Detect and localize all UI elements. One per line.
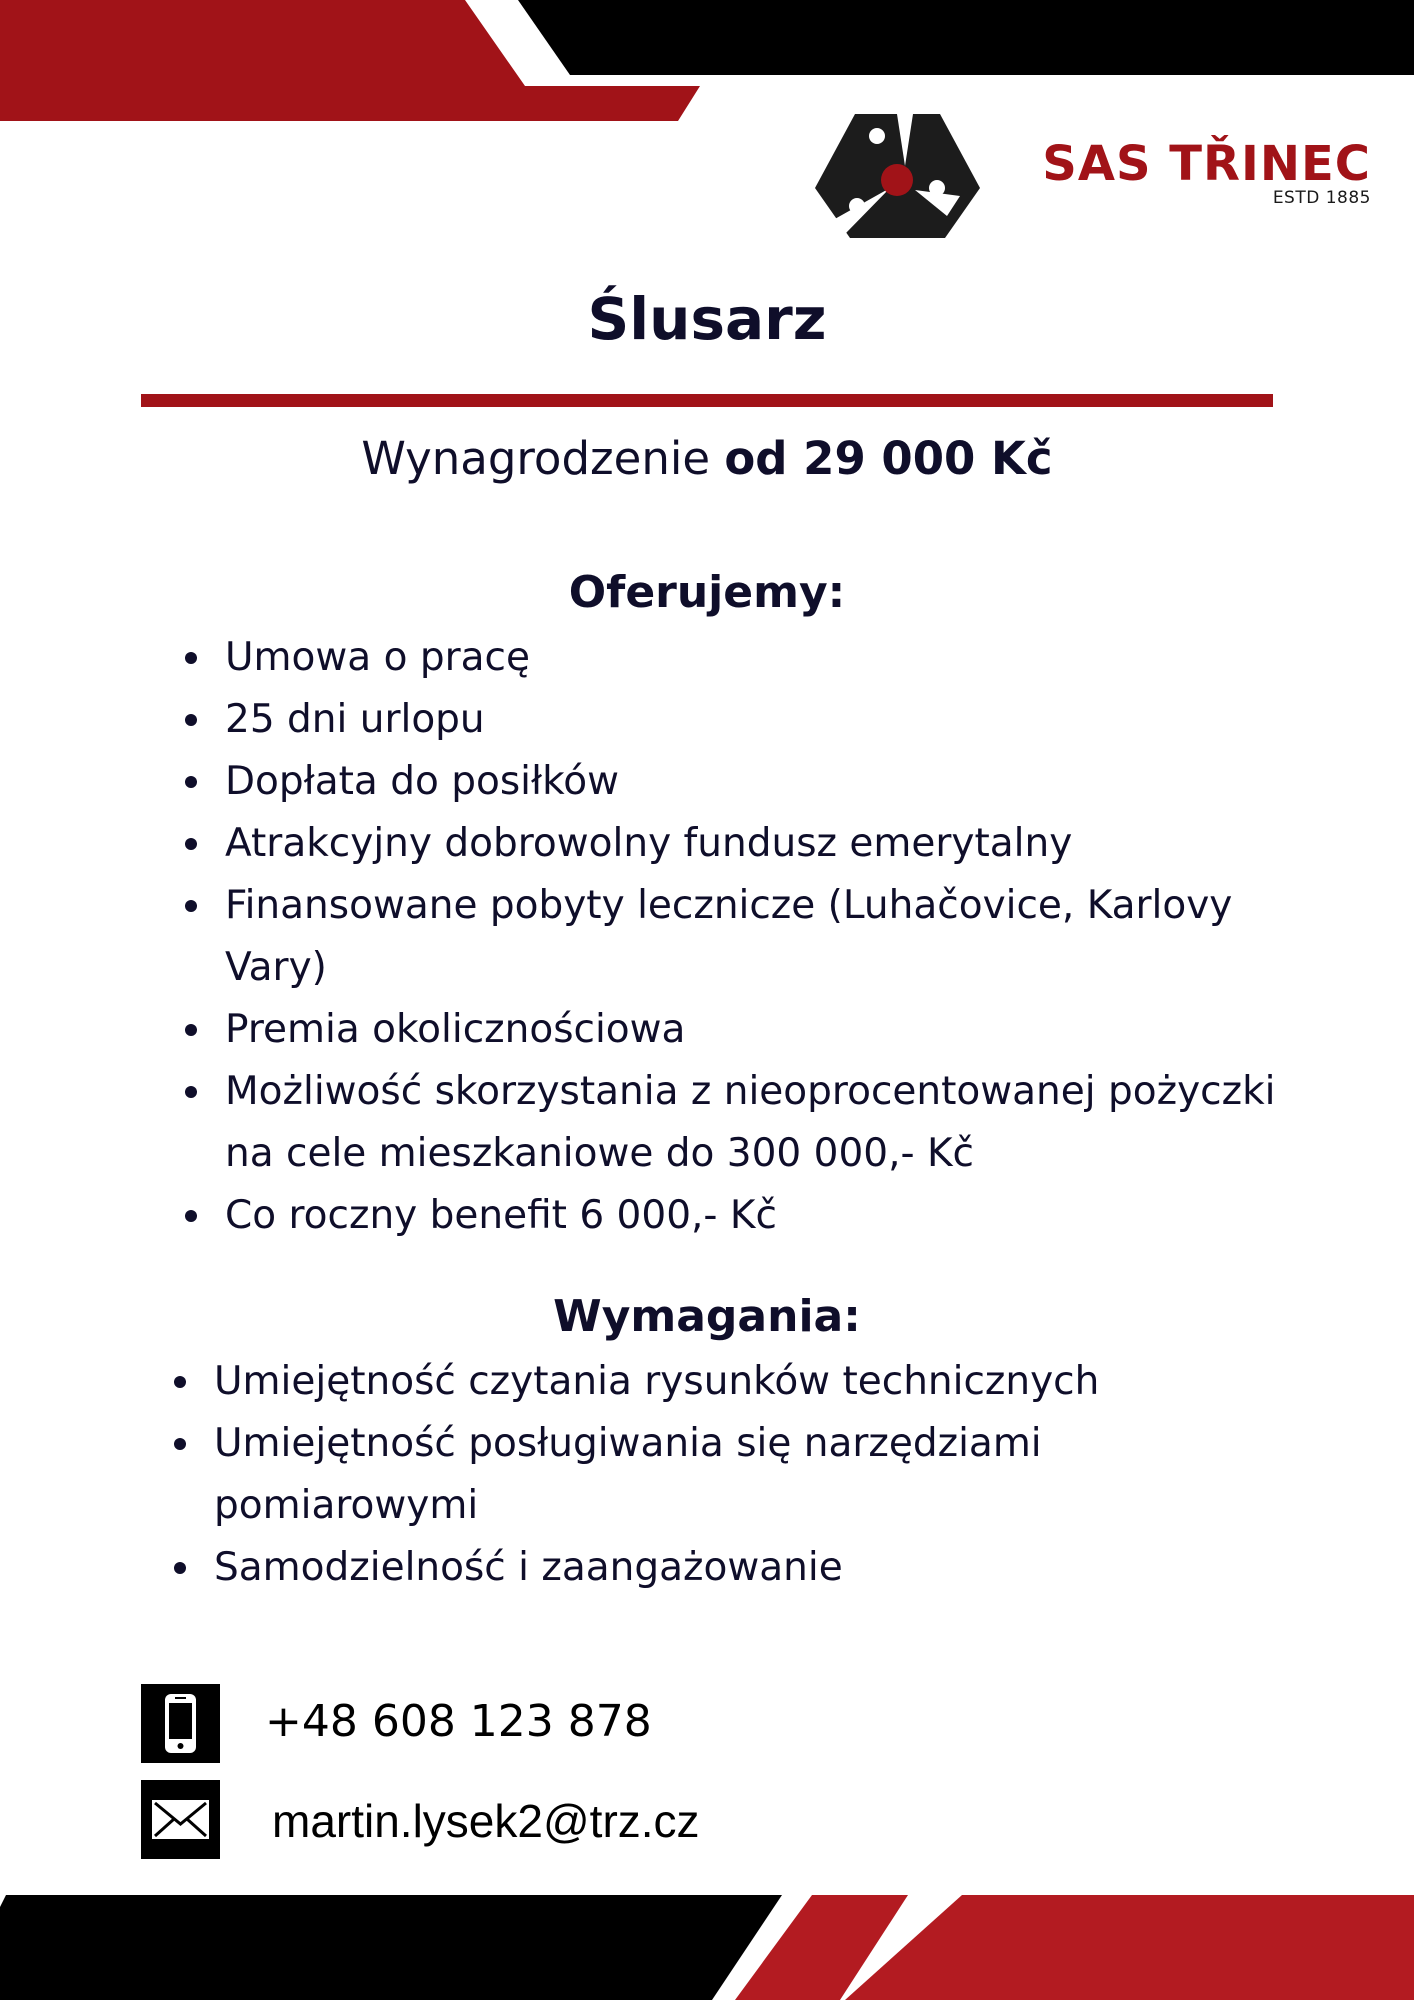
- requirements-heading: Wymagania:: [553, 1291, 861, 1342]
- mobile-phone-icon: [141, 1684, 220, 1763]
- salary-label: Wynagrodzenie: [361, 432, 711, 485]
- top-decorative-band: [0, 0, 1414, 130]
- email-address[interactable]: martin.lysek2@trz.cz: [272, 1795, 700, 1847]
- list-item: Umiejętność czytania rysunków technicznych: [214, 1351, 1294, 1413]
- list-item: Co roczny benefit 6 000,- Kč: [225, 1185, 1295, 1247]
- envelope-icon: [141, 1780, 220, 1859]
- offer-list: [225, 627, 1295, 1247]
- triangle-logo-icon: [815, 108, 980, 243]
- list-item: 25 dni urlopu: [225, 689, 1295, 751]
- list-item: Atrakcyjny dobrowolny fundusz emerytalny: [225, 813, 1295, 875]
- offer-heading: Oferujemy:: [568, 567, 846, 618]
- list-item: Możliwość skorzystania z nieoprocentowanej pożyczki na cele mieszkaniowe do 300 000,- Kč: [225, 1061, 1295, 1185]
- requirements-list: [214, 1351, 1294, 1599]
- list-item: Samodzielność i zaangażowanie: [214, 1537, 1294, 1599]
- list-item: Finansowane pobyty lecznicze (Luhačovice, Karlovy Vary): [225, 875, 1295, 999]
- list-item: Premia okolicznościowa: [225, 999, 1295, 1061]
- bottom-decorative-band: [0, 1895, 1414, 2000]
- title-divider: [141, 394, 1273, 407]
- brand-established: ESTD 1885: [1272, 188, 1371, 208]
- job-title: Ślusarz: [587, 285, 827, 353]
- list-item: Umowa o pracę: [225, 627, 1295, 689]
- list-item: Dopłata do posiłków: [225, 751, 1295, 813]
- salary-amount: od 29 000 Kč: [724, 432, 1053, 485]
- brand-name: SAS TŘINEC: [1042, 136, 1371, 192]
- list-item: Umiejętność posługiwania się narzędziami pomiarowymi: [214, 1413, 1294, 1537]
- salary-line: [0, 434, 1414, 484]
- phone-number[interactable]: +48 608 123 878: [265, 1696, 652, 1747]
